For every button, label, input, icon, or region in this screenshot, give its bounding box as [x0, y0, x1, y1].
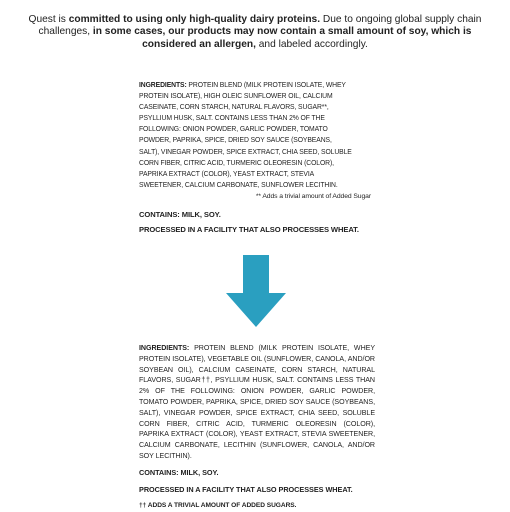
notice-text-1: Quest is	[28, 14, 69, 25]
old-ingredients-text: PROTEIN BLEND (MILK PROTEIN ISOLATE, WHEY PROTEIN ISOLATE), HIGH OLEIC SUNFLOWER OIL, CALCIUM CASEINATE, CORN STARCH, NATURAL FLAVORS, SUGAR**, PSYLLIUM HUSK, SALT. CONTAINS LESS THAN 2% OF THE FOLLOWING: ONION POWDER, GARLIC POWDER, TOMATO POWDER, PAPRIKA, SPICE, DRIED SOY SAUCE (SOYBEANS, SALT), VINEGAR POWDER, SPICE EXTRACT, CHIA SEED, SOLUBLE CORN FIBER, CITRIC ACID, TURMERIC OLEORESIN (COLOR), PAPRIKA EXTRACT (COLOR), YEAST EXTRACT, STEVIA SWEETENER, CALCIUM CARBONATE, SUNFLOWER LECITHIN.	[139, 80, 352, 189]
new-facility-statement: PROCESSED IN A FACILITY THAT ALSO PROCESSES WHEAT.	[139, 484, 353, 494]
old-sugar-footnote: ** Adds a trivial amount of Added Sugar	[255, 192, 371, 200]
down-arrow-icon	[226, 255, 286, 327]
new-ingredients-heading: INGREDIENTS:	[139, 344, 190, 352]
old-ingredients	[139, 79, 352, 190]
notice-text-4: in some cases, our products may now contain a small amount of soy, which is considered an allergen,	[92, 26, 472, 50]
new-contains-statement: CONTAINS: MILK, SOY.	[139, 467, 219, 477]
new-sugar-footnote: †† ADDS A TRIVIAL AMOUNT OF ADDED SUGARS.	[139, 502, 297, 510]
old-ingredients-heading: INGREDIENTS:	[139, 80, 187, 89]
allergen-notice	[12, 14, 498, 51]
old-ingredient-label	[139, 79, 371, 235]
down-arrow-shape	[226, 255, 286, 327]
notice-text-5: and labeled accordingly.	[255, 38, 368, 50]
notice-text-3: Due to ongoing global supply chain challenges,	[38, 14, 482, 38]
notice-text-2: committed to using only high-quality dairy proteins.	[68, 14, 321, 25]
new-ingredients	[139, 343, 375, 462]
new-ingredients-text: PROTEIN BLEND (MILK PROTEIN ISOLATE, WHEY PROTEIN ISOLATE), VEGETABLE OIL (SUNFLOWER, CANOLA, AND/OR SOYBEAN OIL), CALCIUM CASEINATE, CORN STARCH, NATURAL FLAVORS, SUGAR††, PSYLLIUM HUSK, SALT. CONTAINS LESS THAN 2% OF THE FOLLOWING: ONION POWDER, GARLIC POWDER, TOMATO POWDER, PAPRIKA, SPICE, DRIED SOY SAUCE (SOYBEANS, SALT), VINEGAR POWDER, SPICE EXTRACT, CHIA SEED, SOLUBLE CORN FIBER, CITRIC ACID, TURMERIC OLEORESIN (COLOR), PAPRIKA EXTRACT (COLOR), YEAST EXTRACT, STEVIA SWEETENER, CALCIUM CARBONATE, LECITHIN (SUNFLOWER, CANOLA, AND/OR SOY LECITHIN).	[139, 344, 375, 460]
old-contains-statement: CONTAINS: MILK, SOY.	[139, 210, 221, 220]
old-facility-statement: PROCESSED IN A FACILITY THAT ALSO PROCESSES WHEAT.	[139, 225, 359, 235]
new-ingredient-label	[139, 343, 375, 512]
